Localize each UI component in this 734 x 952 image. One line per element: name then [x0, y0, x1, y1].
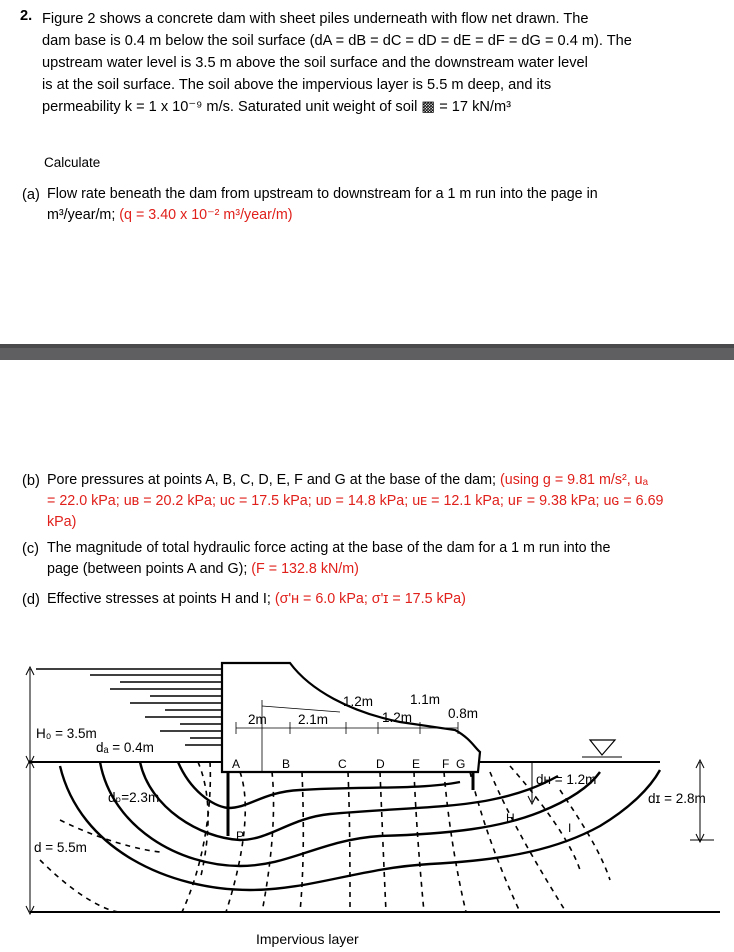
calculate-label: Calculate: [44, 155, 101, 170]
part-b-question: Pore pressures at points A, B, C, D, E, F and G at the base of the dam;: [47, 472, 496, 488]
point-F: F: [442, 757, 450, 771]
part-b-text: [47, 470, 722, 533]
part-c-text: [47, 538, 722, 580]
equipotential-lines: [40, 762, 610, 912]
question-line-4: is at the soil surface. The soil above the impervious layer is 5.5 m deep, and its: [42, 77, 552, 93]
part-a-line-2: [47, 205, 722, 226]
part-b-answer-1: (using g = 9.81 m/s², uₐ: [499, 472, 648, 488]
part-c-label: (c): [22, 541, 40, 557]
label-d: d = 5.5m: [34, 840, 87, 855]
point-I: I: [568, 821, 572, 835]
point-H: H: [506, 811, 515, 825]
point-G: G: [456, 757, 466, 771]
downstream-water-level: [590, 740, 615, 755]
part-d-answer: (σ'ʜ = 6.0 kPa; σ'ɪ = 17.5 kPa): [274, 591, 466, 607]
part-b-line-1: [47, 470, 722, 491]
dam-flow-net-figure: [0, 652, 734, 952]
part-c-question: page (between points A and G);: [47, 561, 248, 577]
label-dI: dɪ = 2.8m: [648, 791, 706, 806]
part-d-question: Effective stresses at points H and I;: [47, 591, 271, 607]
part-d-text: [47, 589, 722, 610]
part-a-answer: (q = 3.40 x 10⁻² m³/year/m): [119, 207, 293, 223]
label-dim-1-1m: 1.1m: [410, 692, 441, 707]
part-a-line-1: Flow rate beneath the dam from upstream to downstream for a 1 m run into the page in: [47, 186, 598, 202]
question-statement: [42, 8, 722, 118]
label-dim-2-1m: 2.1m: [298, 712, 329, 727]
impervious-layer-label: Impervious layer: [256, 931, 359, 947]
label-dH: dʜ = 1.2m: [536, 772, 597, 787]
label-dP: dₚ=2.3m: [108, 790, 160, 805]
point-E: E: [412, 757, 421, 771]
part-a-text: [47, 184, 722, 226]
part-a-units: m³/year/m;: [47, 207, 116, 223]
question-line-1: Figure 2 shows a concrete dam with sheet piles underneath with flow net drawn. The: [42, 11, 589, 27]
point-B: B: [282, 757, 291, 771]
section-divider-edge: [0, 344, 734, 348]
part-b-answer-3: kPa): [47, 514, 77, 530]
part-c-answer: (F = 132.8 kN/m): [251, 561, 359, 577]
part-d-label: (d): [22, 592, 40, 608]
label-H0: H₀ = 3.5m: [36, 726, 97, 741]
question-number: 2.: [20, 8, 33, 24]
question-line-3: upstream water level is 3.5 m above the soil surface and the downstream water level: [42, 55, 588, 71]
point-A: A: [232, 757, 241, 771]
label-dim-0-8m: 0.8m: [448, 706, 479, 721]
question-line-2: dam base is 0.4 m below the soil surface (dA = dB = dC = dD = dE = dF = dG = 0.4 m). The: [42, 33, 632, 49]
part-b-answer-2: = 22.0 kPa; uʙ = 20.2 kPa; uᴄ = 17.5 kPa; uᴅ = 14.8 kPa; uᴇ = 12.1 kPa; uꜰ = 9.38 kPa; uɢ = 6.69: [47, 493, 664, 509]
part-c-line-1: The magnitude of total hydraulic force acting at the base of the dam for a 1 m run into the: [47, 540, 611, 556]
label-dim-1-2m-top: 1.2m: [343, 694, 374, 709]
point-C: C: [338, 757, 347, 771]
part-a-label: (a): [22, 187, 40, 203]
part-c-line-2: [47, 559, 722, 580]
label-dA: dₐ = 0.4m: [96, 740, 154, 755]
question-line-5: permeability k = 1 x 10⁻⁹ m/s. Saturated unit weight of soil ▩ = 17 kN/m³: [42, 99, 511, 115]
label-dim-1-2m-low: 1.2m: [382, 710, 413, 725]
point-D: D: [376, 757, 385, 771]
point-P: P: [236, 829, 245, 843]
label-dim-2m: 2m: [248, 712, 267, 727]
part-b-label: (b): [22, 473, 40, 489]
